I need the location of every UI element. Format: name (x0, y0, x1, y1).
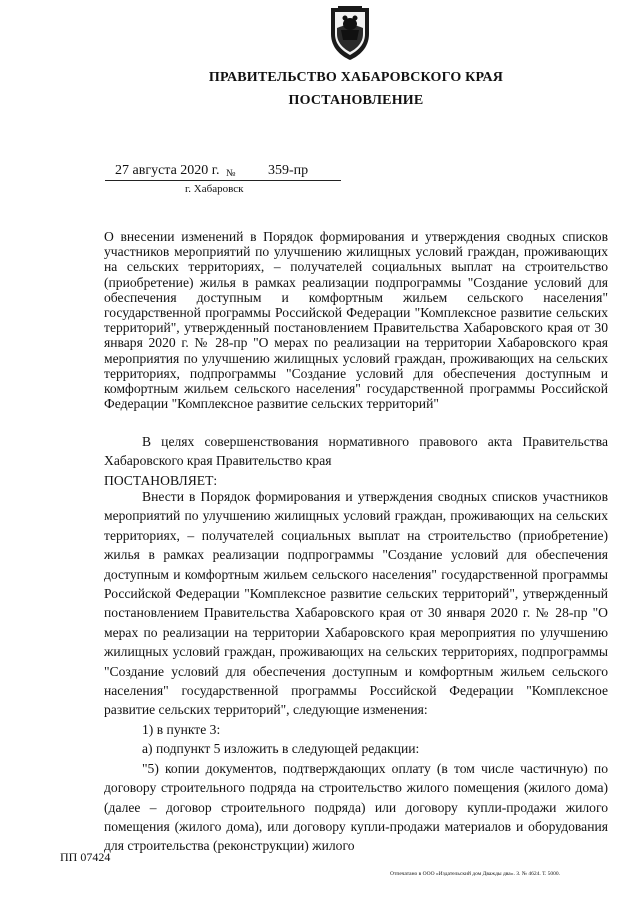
document-city: г. Хабаровск (185, 183, 244, 195)
resolves-text: ПОСТАНОВЛЯЕТ: (104, 473, 218, 488)
document-type: ПОСТАНОВЛЕНИЕ (288, 93, 424, 108)
item-1a: а) подпункт 5 изложить в следующей редакции: (142, 741, 420, 757)
item-1: 1) в пункте 3: (142, 721, 221, 737)
main-paragraph: Внести в Порядок формирования и утверждения сводных списков участников мероприятий по улучшению жилищных условий граждан, проживающих на сельских территориях, – получателей социальных выплат на строительство (приобретение) жилья в рамках реализации подпрограммы "Создание условий для обеспечения доступным и комфортным жильем сельского населения" государственной программы Российской Федерации "Комплексное развитие сельских территорий", утвержденный постановлением Правительства Хабаровского края от 30 января 2020 г. № 28-пр "О мерах по реализации на территории Хабаровского края мероприятия по улучшению жилищных условий граждан, проживающих на сельских территориях, подпрограммы "Создание условий для обеспечения доступным и комфортным жильем сельского населения" государственной программы Российской Федерации "Комплексное развитие сельских территорий", следующие изменения: (104, 489, 608, 718)
document-number: 359-пр (268, 163, 309, 178)
coat-of-arms-icon (327, 4, 373, 62)
printer-imprint: Отпечатано в ООО «Издательский дом Дважды два». З. № 4624. Т. 5000. (390, 871, 561, 877)
preamble-text: В целях совершенствования нормативного правового акта Правительства Хабаровского края Правительство края (104, 434, 608, 469)
main-body (104, 487, 608, 856)
government-name: ПРАВИТЕЛЬСТВО ХАБАРОВСКОГО КРАЯ (208, 70, 504, 85)
date-underline (105, 180, 341, 181)
document-date: 27 августа 2020 г. (115, 163, 220, 178)
document-code: ПП 07424 (60, 850, 111, 864)
quoted-subitem-5: "5) копии документов, подтверждающих оплату (в том числе частичную) по договору строительного подряда на строительство жилого помещения (жилого дома) (далее – договор строительного подряда) или договору купли-продажи жилого помещения (жилого дома), или договору купли-продажи материалов и оборудования для строительства (реконструкции) жилого (104, 760, 608, 854)
document-subject: О внесении изменений в Порядок формирования и утверждения сводных списков участников мероприятий по улучшению жилищных условий граждан, проживающих на сельских территориях, – получателей социальных выплат на строительство (приобретение) жилья в рамках реализации подпрограммы "Создание условий для обеспечения доступным и комфортным жильем сельского населения" государственной программы Российской Федерации "Комплексное развитие сельских территорий", утвержденный постановлением Правительства Хабаровского края от 30 января 2020 г. № 28-пр "О мерах по реализации на территории Хабаровского края мероприятия по улучшению жилищных условий граждан, проживающих на сельских территориях, подпрограммы "Создание условий для обеспечения доступным и комфортным жильем сельского населения" государственной программы Российской Федерации "Комплексное развитие сельских территорий" (104, 229, 608, 412)
number-sign: № (226, 168, 236, 179)
preamble (104, 432, 608, 471)
